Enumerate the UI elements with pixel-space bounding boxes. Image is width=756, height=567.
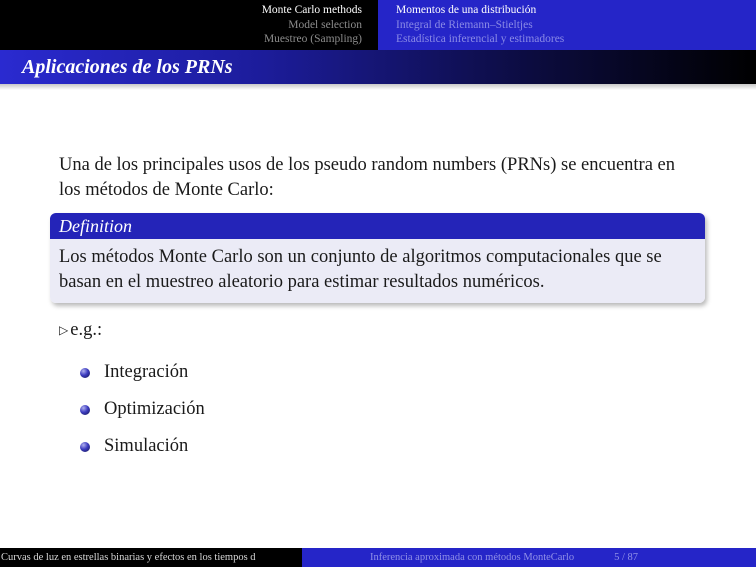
list-item-label: Integración <box>104 362 189 382</box>
definition-block <box>50 213 705 303</box>
frame-title-bar <box>0 50 756 84</box>
title-shadow <box>0 84 756 90</box>
eg-text: e.g.: <box>70 320 103 340</box>
list-item-label: Optimización <box>104 399 205 419</box>
examples-list <box>80 354 205 465</box>
intro-paragraph: Una de los principales usos de los pseudo random numbers (PRNs) se encuentra en los métodos de Monte Carlo: <box>59 155 676 200</box>
nav-section-monte-carlo[interactable]: Monte Carlo methods <box>261 4 362 16</box>
list-item <box>80 391 205 428</box>
page-number: 5 / 87 <box>614 552 639 563</box>
navigation-bar <box>0 0 756 50</box>
frame-title: Aplicaciones de los PRNs <box>22 55 233 78</box>
nav-subsection-estadistica[interactable]: Estadística inferencial y estimadores <box>396 33 565 45</box>
footer-bar <box>0 548 756 567</box>
nav-subsections <box>378 0 756 50</box>
bullet-ball-icon <box>80 368 90 378</box>
list-item <box>80 354 205 391</box>
footer-author <box>0 548 302 567</box>
bullet-ball-icon <box>80 442 90 452</box>
triangle-icon: ▷ <box>59 323 69 337</box>
footer-title: Inferencia aproximada con métodos MonteCarlo <box>370 552 575 563</box>
nav-section-model-selection[interactable]: Model selection <box>288 18 362 31</box>
definition-title: Definition <box>50 213 705 239</box>
footer-left-text: Curvas de luz en estrellas binarias y efectos en los tiempos d <box>1 552 256 563</box>
list-item-label: Simulación <box>104 436 189 456</box>
nav-sections <box>0 0 378 50</box>
footer-info <box>302 548 756 567</box>
definition-body: Los métodos Monte Carlo son un conjunto de algoritmos computacionales que se basan en el muestreo aleatorio para estimar resultados numéricos. <box>50 239 705 303</box>
bullet-ball-icon <box>80 405 90 415</box>
list-item <box>80 428 205 465</box>
eg-label <box>59 318 102 343</box>
nav-subsection-integral[interactable]: Integral de Riemann–Stieltjes <box>396 18 533 31</box>
nav-section-muestreo[interactable]: Muestreo (Sampling) <box>263 33 362 45</box>
nav-subsection-momentos[interactable]: Momentos de una distribución <box>396 4 537 16</box>
